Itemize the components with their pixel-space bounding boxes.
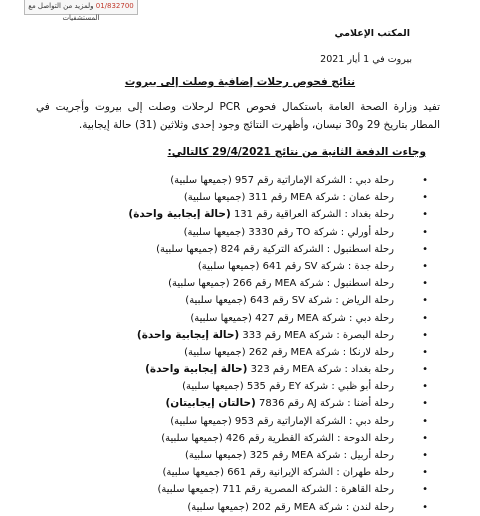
flight-result: (جميعها سلبية) [157,484,220,496]
flight-result: (جميعها سلبية) [184,346,246,358]
flight-result: (جميعها سلبية) [161,432,223,444]
flight-item [128,258,428,275]
bullet-icon: • [422,450,428,461]
stamp-number: 01/832700 [95,2,134,10]
flight-result: (جميعها سلبية) [170,175,232,186]
flight-text: رحلة القاهرة : الشركة المصرية رقم 711 [219,484,394,496]
flight-text: رحلة لارنكا : شركة MEA رقم 262 [245,346,394,358]
flight-item [128,481,428,498]
flight-item [128,292,428,309]
flight-item [128,447,428,464]
stamp-text: ولمزيد من التواصل مع المستشفيات [28,2,100,22]
flight-item [128,430,428,447]
document-date: بيروت في 1 أيار 2021 [320,54,412,65]
bullet-icon: • [422,295,428,307]
flight-result: (حالة إيجابية واحدة) [128,208,231,221]
flight-text: رحلة بغداد : شركة MEA رقم 323 [247,364,394,376]
bullet-icon: • [422,432,428,444]
flight-results-list [128,172,428,516]
flight-item [128,361,428,378]
flight-item [128,241,428,258]
bullet-icon: • [422,364,428,376]
flight-result: (جميعها سلبية) [197,260,260,272]
bullet-icon: • [422,243,428,255]
flight-result: (جميعها سلبية) [168,278,230,290]
flight-result: (حالة إيجابية واحدة) [145,363,248,376]
flight-text: رحلة اسطنبول : شركة MEA رقم 266 [229,278,394,290]
bullet-icon: • [422,501,428,513]
flight-item [128,378,428,395]
flight-text: رحلة دبي : شركة MEA رقم 427 [251,312,394,324]
flight-text: رحلة دبي : الشركة الإماراتية رقم 953 [231,415,394,427]
bullet-icon: • [422,398,428,410]
flight-result: (جميعها سلبية) [170,415,232,427]
flight-text: رحلة أورلي : شركة TO رقم 3330 [245,226,394,238]
bullet-icon: • [422,226,428,238]
bullet-icon: • [422,192,428,204]
flight-result: (جميعها سلبية) [156,243,218,255]
flight-item [128,327,428,344]
flight-text: رحلة الدوحة : الشركة القطرية رقم 426 [222,432,394,444]
bullet-icon: • [422,484,428,496]
flight-item [128,344,428,361]
flight-text: رحلة لندن : شركة MEA رقم 202 [248,501,394,513]
bullet-icon: • [422,415,428,427]
bullet-icon: • [422,175,428,186]
bullet-icon: • [422,278,428,290]
flight-text: رحلة أبو ظبي : شركة EY رقم 535 [243,381,394,393]
bullet-icon: • [422,260,428,272]
flight-text: رحلة طهران : الشركة الإيرانية رقم 661 [224,467,394,479]
flight-text: رحلة البصرة : شركة MEA رقم 333 [239,329,394,341]
bullet-icon: • [422,467,428,479]
flight-result: (جميعها سلبية) [184,450,247,461]
flight-result: (جميعها سلبية) [183,192,246,204]
flight-text: رحلة اسطنبول : الشركة التركية رقم 824 [217,243,394,255]
flight-item [128,413,428,430]
bullet-icon: • [422,346,428,358]
flight-item [128,172,428,189]
flight-result: (جميعها سلبية) [183,226,246,238]
bullet-icon: • [422,329,428,341]
flight-text: رحلة جدة : شركة SV رقم 641 [259,260,394,272]
flight-result: (حالة إيجابية واحدة) [136,328,240,341]
flight-text: رحلة أضنا : شركة AJ رقم 7836 [255,398,394,410]
flight-text: رحلة دبي : الشركة الإماراتية رقم 957 [231,175,394,186]
flight-result: (جميعها سلبية) [190,312,252,324]
header-stamp [24,0,138,22]
flight-item [128,499,428,516]
flight-text: رحلة الرياض : شركة SV رقم 643 [246,295,394,307]
flight-item [128,224,428,241]
bullet-icon: • [422,312,428,324]
flight-item [128,310,428,327]
document-title: نتائج فحوص رحلات إضافية وصلت إلى بيروت [124,76,356,88]
flight-item [128,464,428,481]
bullet-icon: • [422,381,428,393]
flight-text: رحلة عمان : شركة MEA رقم 311 [245,192,394,204]
flight-item [128,206,428,223]
bullet-icon: • [422,209,428,221]
flight-item [128,189,428,206]
flight-text: رحلة أربيل : شركة MEA رقم 325 [246,450,394,461]
intro-paragraph: تفيد وزارة الصحة العامة باستكمال فحوص PCR لرحلات وصلت إلى بيروت وأجريت في المطار بتاريخ 29 و30 نيسان، وأظهرت النتائج وجود إحدى وثلاثين (31) حالة إيجابية. [36,101,440,131]
flight-result: (جميعها سلبية) [187,501,249,513]
results-heading: وجاءت الدفعة الثانية من نتائج 29/4/2021 كالتالي: [167,146,426,158]
flight-result: (جميعها سلبية) [182,381,244,393]
flight-item [128,275,428,292]
flight-result: (حالتان إيجابيتان) [165,397,256,410]
flight-text: رحلة بغداد : الشركة العراقية رقم 131 [230,209,394,221]
flight-result: (جميعها سلبية) [185,295,247,307]
office-name: المكتب الإعلامي [334,28,410,39]
flight-item [128,395,428,412]
flight-result: (جميعها سلبية) [162,467,224,479]
